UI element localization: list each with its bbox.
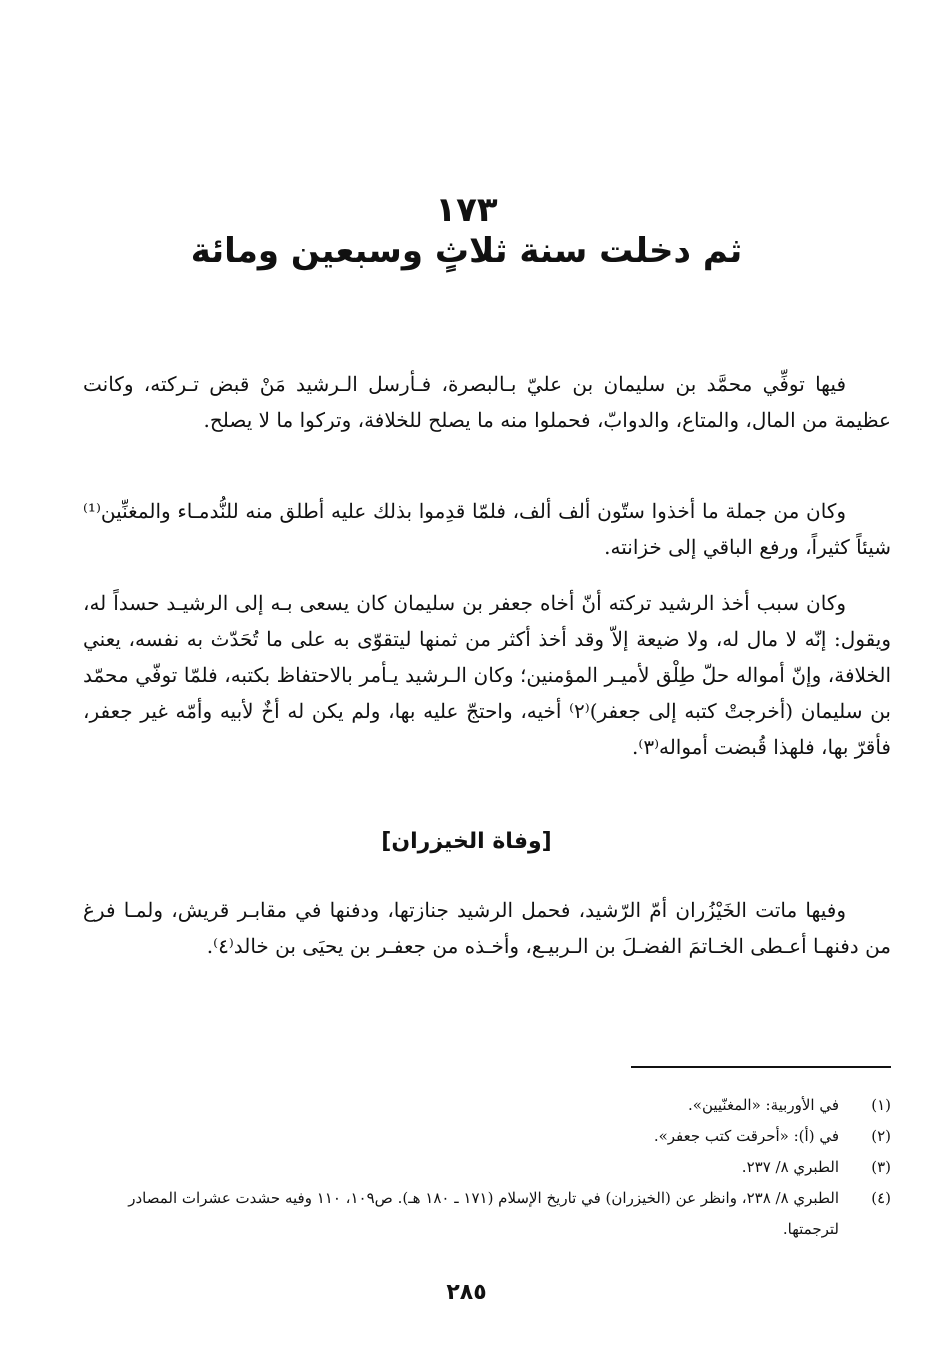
footnote-number: (١): [871, 1096, 891, 1114]
footnote-divider: [631, 1066, 891, 1068]
footnote-number: (٢): [871, 1127, 891, 1145]
footnote-3: [83, 1152, 891, 1183]
page-number: ٢٨٥: [446, 1280, 487, 1305]
footnote-text: في (أ): «أحرقت كتب جعفر».: [653, 1127, 839, 1145]
footnote-2: [83, 1121, 891, 1152]
section-heading: [وفاة الخيزران]: [381, 829, 552, 854]
paragraph-4: وفيها ماتت الخَيْزُران أمّ الرّشيد، فحمل الرشيد جنازتها، ودفنها في مقابـر قريش، ولمـا فرغ من دفنهـا أعـطى الخـاتمَ الفضـلَ بن الـربيـع، وأخـذه من جعفـر بن يحيَى بن خالد⁽٤⁾.: [83, 898, 891, 958]
chapter-title: ثم دخلت سنة ثلاثٍ وسبعين ومائة: [190, 231, 743, 271]
footnote-1: [83, 1090, 891, 1121]
footnote-4: [83, 1183, 891, 1245]
footnotes: [83, 1090, 891, 1245]
footnote-text: في الأوربية: «المغنّيين».: [688, 1096, 839, 1114]
paragraph-2: وكان من جملة ما أخذوا ستّون ألف ألف، فلمّا قدِموا بذلك عليه أطلق منه للنُّدمـاء والمغنِّين⁽¹⁾ شيئاً كثيراً، ورفع الباقي إلى خزانته.: [83, 499, 891, 559]
paragraph-3: وكان سبب أخذ الرشيد تركته أنّ أخاه جعفر بن سليمان كان يسعى بـه إلى الرشيـد حسداً له، ويقول: إنّه لا مال له، ولا ضيعة إلاّ وقد أخذ أكثر من ثمنها ليتقوّى به على ما تُحَدّث به نفسه، يعني الخلافة، وإنّ أمواله حلّ طِلْق لأميـر المؤمنين؛ وكان الـرشيد يـأمر بالاحتفاظ بكتبه، فلمّا توفّي محمّد بن سليمان (أخرجتْ كتبه إلى جعفر)⁽٢⁾ أخيه، واحتجّ عليه بها، ولم يكن له أخٌ لأبيه وأمّه غير جعفر، فأقرّ بها، فلهذا قُبضت أمواله⁽٣⁾.: [83, 591, 892, 759]
footnote-number: (٤): [871, 1189, 891, 1207]
footnote-text: الطبري ٨/ ٢٣٨، وانظر عن (الخيزران) في تاريخ الإسلام (١٧١ ـ ١٨٠ هـ). ص١٠٩، ١١٠ وفيه حشدت عشرات المصادر لترجمتها.: [128, 1189, 839, 1238]
chapter-number: ١٧٣: [435, 190, 498, 230]
footnote-number: (٣): [871, 1158, 891, 1176]
paragraph-1: فيها توفِّي محمَّد بن سليمان بن عليّ بـالبصرة، فـأرسل الـرشيد مَنْ قبض تـركته، وكانت عظيمة من المال، والمتاع، والدوابّ، فحملوا منه ما يصلح للخلافة، وتركوا ما لا يصلح.: [83, 372, 891, 432]
footnote-text: الطبري ٨/ ٢٣٧.: [741, 1158, 839, 1176]
